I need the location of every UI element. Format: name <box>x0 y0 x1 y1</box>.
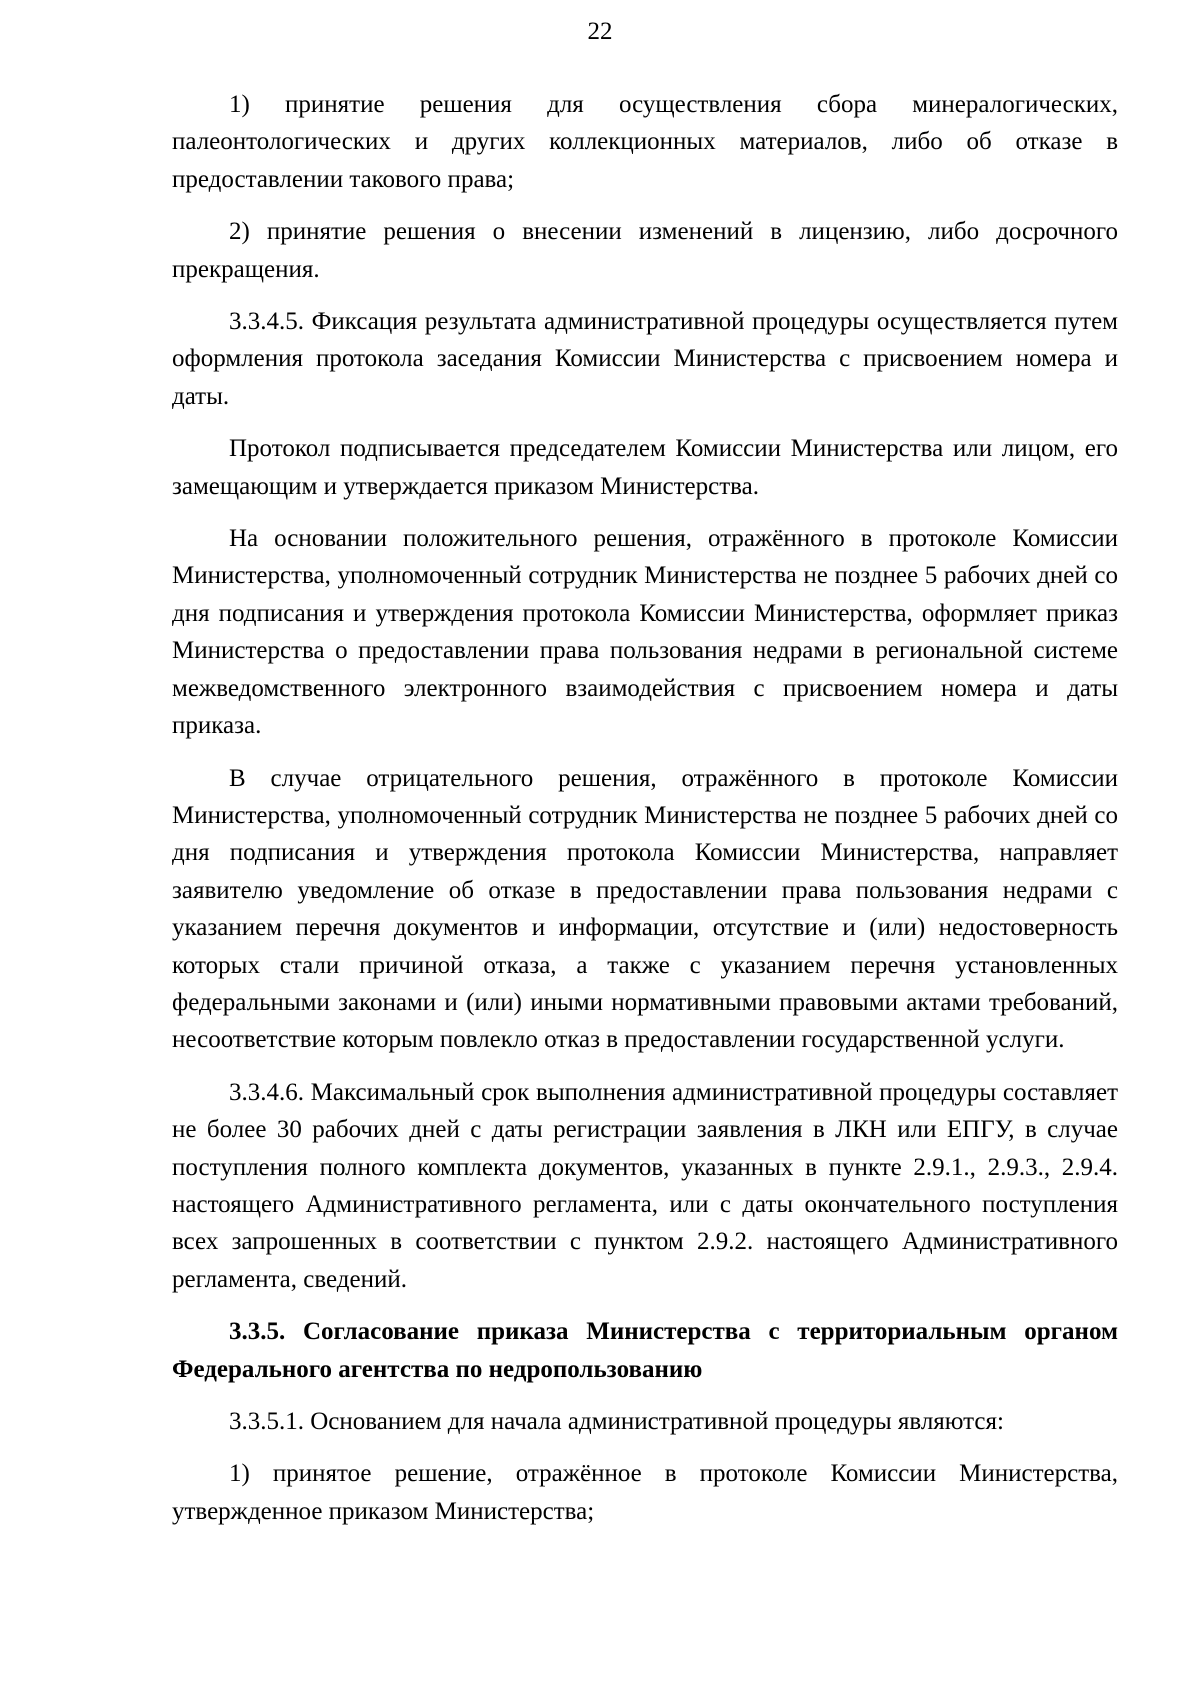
paragraph-max-term: 3.3.4.6. Максимальный срок выполнения административной процедуры составляет не более 30 рабочих дней с даты регистрации заявления в ЛКН или ЕПГУ, в случае поступления полного комплекта документов, указанных в пункте 2.9.1., 2.9.3., 2.9.4. настоящего Административного регламента, или с даты окончательного поступления всех запрошенных в соответствии с пунктом 2.9.2. настоящего Административного регламента, сведений. <box>172 1078 1118 1293</box>
paragraph-item-1: 1) принятие решения для осуществления сбора минералогических, палеонтологических и других коллекционных материалов, либо об отказе в предоставлении такового права; <box>172 91 1118 193</box>
paragraph-grounds: 3.3.5.1. Основанием для начала административной процедуры являются: <box>229 1408 1004 1435</box>
paragraph-fixation: 3.3.4.5. Фиксация результата административной процедуры осуществляется путем оформления протокола заседания Комиссии Министерства с присвоением номера и даты. <box>172 308 1118 410</box>
document-body <box>172 86 1118 1545</box>
paragraph-item-2: 2) принятие решения о внесении изменений в лицензию, либо досрочного прекращения. <box>172 218 1118 283</box>
paragraph-negative-decision: В случае отрицательного решения, отражённого в протоколе Комиссии Министерства, уполномоченный сотрудник Министерства не позднее 5 рабочих дней со дня подписания и утверждения протокола Комиссии Министерства, направляет заявителю уведомление об отказе в предоставлении права пользования недрами с указанием перечня документов и информации, отсутствие и (или) недостоверность которых стали причиной отказа, а также с указанием перечня установленных федеральными законами и (или) иными нормативными правовыми актами требований, несоответствие которым повлекло отказ в предоставлении государственной услуги. <box>172 764 1118 1054</box>
page-number: 22 <box>587 18 613 45</box>
paragraph-positive-decision: На основании положительного решения, отражённого в протоколе Комиссии Министерства, уполномоченный сотрудник Министерства не позднее 5 рабочих дней со дня подписания и утверждения протокола Комиссии Министерства, оформляет приказ Министерства о предоставлении права пользования недрами в региональной системе межведомственного электронного взаимодействия с присвоением номера и даты приказа. <box>172 525 1118 740</box>
section-heading: 3.3.5. Согласование приказа Министерства с территориальным органом Федерального агентства по недропользованию <box>172 1318 1118 1383</box>
paragraph-grounds-item-1: 1) принятое решение, отражённое в протоколе Комиссии Министерства, утвержденное приказом Министерства; <box>172 1460 1118 1525</box>
paragraph-protocol: Протокол подписывается председателем Комиссии Министерства или лицом, его замещающим и утверждается приказом Министерства. <box>172 435 1118 500</box>
